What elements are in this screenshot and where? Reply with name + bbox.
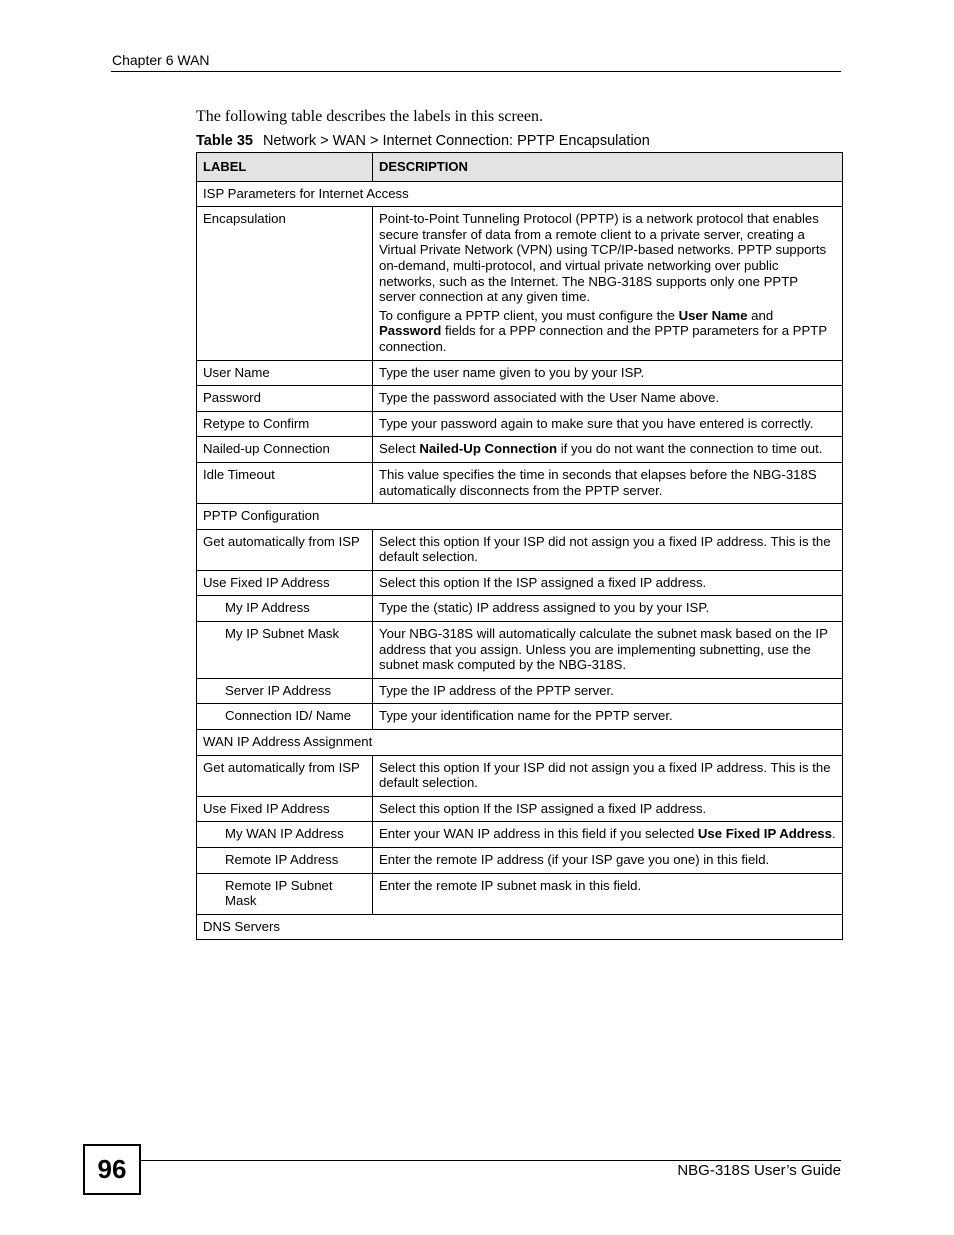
row-label: My IP Address: [197, 596, 373, 622]
row-label: Get automatically from ISP: [197, 529, 373, 570]
row-description: This value specifies the time in seconds that elapses before the NBG-318S automatically disconnects from the PPTP server.: [373, 462, 843, 503]
row-description: Your NBG-318S will automatically calculate the subnet mask based on the IP address that you assign. Unless you are implementing subnetting, use the subnet mask computed by the NBG-318S.: [373, 622, 843, 679]
text: and: [747, 307, 774, 323]
bold-term: Password: [379, 323, 442, 339]
table-header-row: [197, 153, 843, 182]
section-dns: DNS Servers: [197, 914, 843, 940]
row-label: Get automatically from ISP: [197, 755, 373, 796]
row-description: [373, 822, 843, 848]
row-label: Idle Timeout: [197, 462, 373, 503]
row-label: Remote IP Address: [197, 848, 373, 874]
table-row: [197, 796, 843, 822]
text: if you do not want the connection to time out.: [557, 441, 823, 457]
section-row: [197, 914, 843, 940]
row-description: Select this option If the ISP assigned a fixed IP address.: [373, 570, 843, 596]
bold-term: Use Fixed IP Address: [697, 826, 832, 842]
row-description: Select this option If your ISP did not assign you a fixed IP address. This is the default selection.: [373, 755, 843, 796]
table-row: [197, 529, 843, 570]
section-isp: ISP Parameters for Internet Access: [197, 181, 843, 207]
bold-term: Nailed-Up Connection: [419, 441, 558, 457]
description-paragraph: [379, 308, 836, 355]
row-label: Use Fixed IP Address: [197, 570, 373, 596]
row-description: Type the IP address of the PPTP server.: [373, 678, 843, 704]
table-row: [197, 622, 843, 679]
text: Select: [379, 441, 420, 457]
table-row: [197, 437, 843, 463]
guide-title: NBG-318S User’s Guide: [677, 1162, 841, 1179]
labels-table: [196, 152, 843, 940]
bold-term: User Name: [678, 307, 748, 323]
table-row: [197, 848, 843, 874]
text: Enter your WAN IP address in this field if you selected: [379, 826, 698, 842]
row-label: Use Fixed IP Address: [197, 796, 373, 822]
section-row: [197, 730, 843, 756]
row-description: Select this option If your ISP did not assign you a fixed IP address. This is the default selection.: [373, 529, 843, 570]
page-number: 96: [83, 1144, 141, 1195]
text: To configure a PPTP client, you must configure the: [379, 307, 679, 323]
table-row: [197, 678, 843, 704]
row-label: Nailed-up Connection: [197, 437, 373, 463]
row-description: [373, 207, 843, 360]
text: .: [831, 826, 836, 842]
row-label: My IP Subnet Mask: [197, 622, 373, 679]
footer-rule: [139, 1160, 841, 1161]
row-description: Type your identification name for the PPTP server.: [373, 704, 843, 730]
row-label: Remote IP Subnet Mask: [197, 873, 373, 914]
row-description: Enter the remote IP subnet mask in this field.: [373, 873, 843, 914]
description-paragraph: Point-to-Point Tunneling Protocol (PPTP) is a network protocol that enables secure transfer of data from a remote client to a private server, creating a Virtual Private Network (VPN) using TCP/IP-based networks. PPTP supports on-demand, multi-protocol, and virtual private networking over public networks, such as the Internet. The NBG-318S supports only one PPTP server connection at any given time.: [379, 211, 827, 305]
chapter-header: Chapter 6 WAN: [112, 52, 210, 68]
table-row: [197, 755, 843, 796]
row-description: Type the password associated with the User Name above.: [373, 386, 843, 412]
row-label: Retype to Confirm: [197, 411, 373, 437]
row-description: Type the user name given to you by your ISP.: [373, 360, 843, 386]
row-label: Server IP Address: [197, 678, 373, 704]
intro-text: The following table describes the labels in this screen.: [196, 108, 544, 125]
section-row: [197, 181, 843, 207]
row-description: Type your password again to make sure that you have entered is correctly.: [373, 411, 843, 437]
table-row: [197, 596, 843, 622]
table-row: [197, 704, 843, 730]
table-title: Network > WAN > Internet Connection: PPTP Encapsulation: [262, 133, 650, 149]
row-label: User Name: [197, 360, 373, 386]
table-row: [197, 873, 843, 914]
header-rule: [111, 71, 841, 72]
table-row: [197, 207, 843, 360]
table-row: [197, 386, 843, 412]
table-row: [197, 462, 843, 503]
row-label: Connection ID/ Name: [197, 704, 373, 730]
text: fields for a PPP connection and the PPTP parameters for a PPTP connection.: [379, 323, 827, 354]
section-pptp: PPTP Configuration: [197, 504, 843, 530]
column-header-description: DESCRIPTION: [373, 153, 843, 182]
table-row: [197, 411, 843, 437]
section-row: [197, 504, 843, 530]
table-row: [197, 360, 843, 386]
row-description: [373, 437, 843, 463]
section-wan: WAN IP Address Assignment: [197, 730, 843, 756]
table-number: Table 35: [196, 133, 253, 149]
table-row: [197, 570, 843, 596]
column-header-label: LABEL: [197, 153, 373, 182]
table-caption: [196, 133, 650, 149]
row-description: Type the (static) IP address assigned to you by your ISP.: [373, 596, 843, 622]
table-row: [197, 822, 843, 848]
row-description: Select this option If the ISP assigned a fixed IP address.: [373, 796, 843, 822]
row-label: Password: [197, 386, 373, 412]
row-label: Encapsulation: [197, 207, 373, 360]
row-label: My WAN IP Address: [197, 822, 373, 848]
row-description: Enter the remote IP address (if your ISP gave you one) in this field.: [373, 848, 843, 874]
